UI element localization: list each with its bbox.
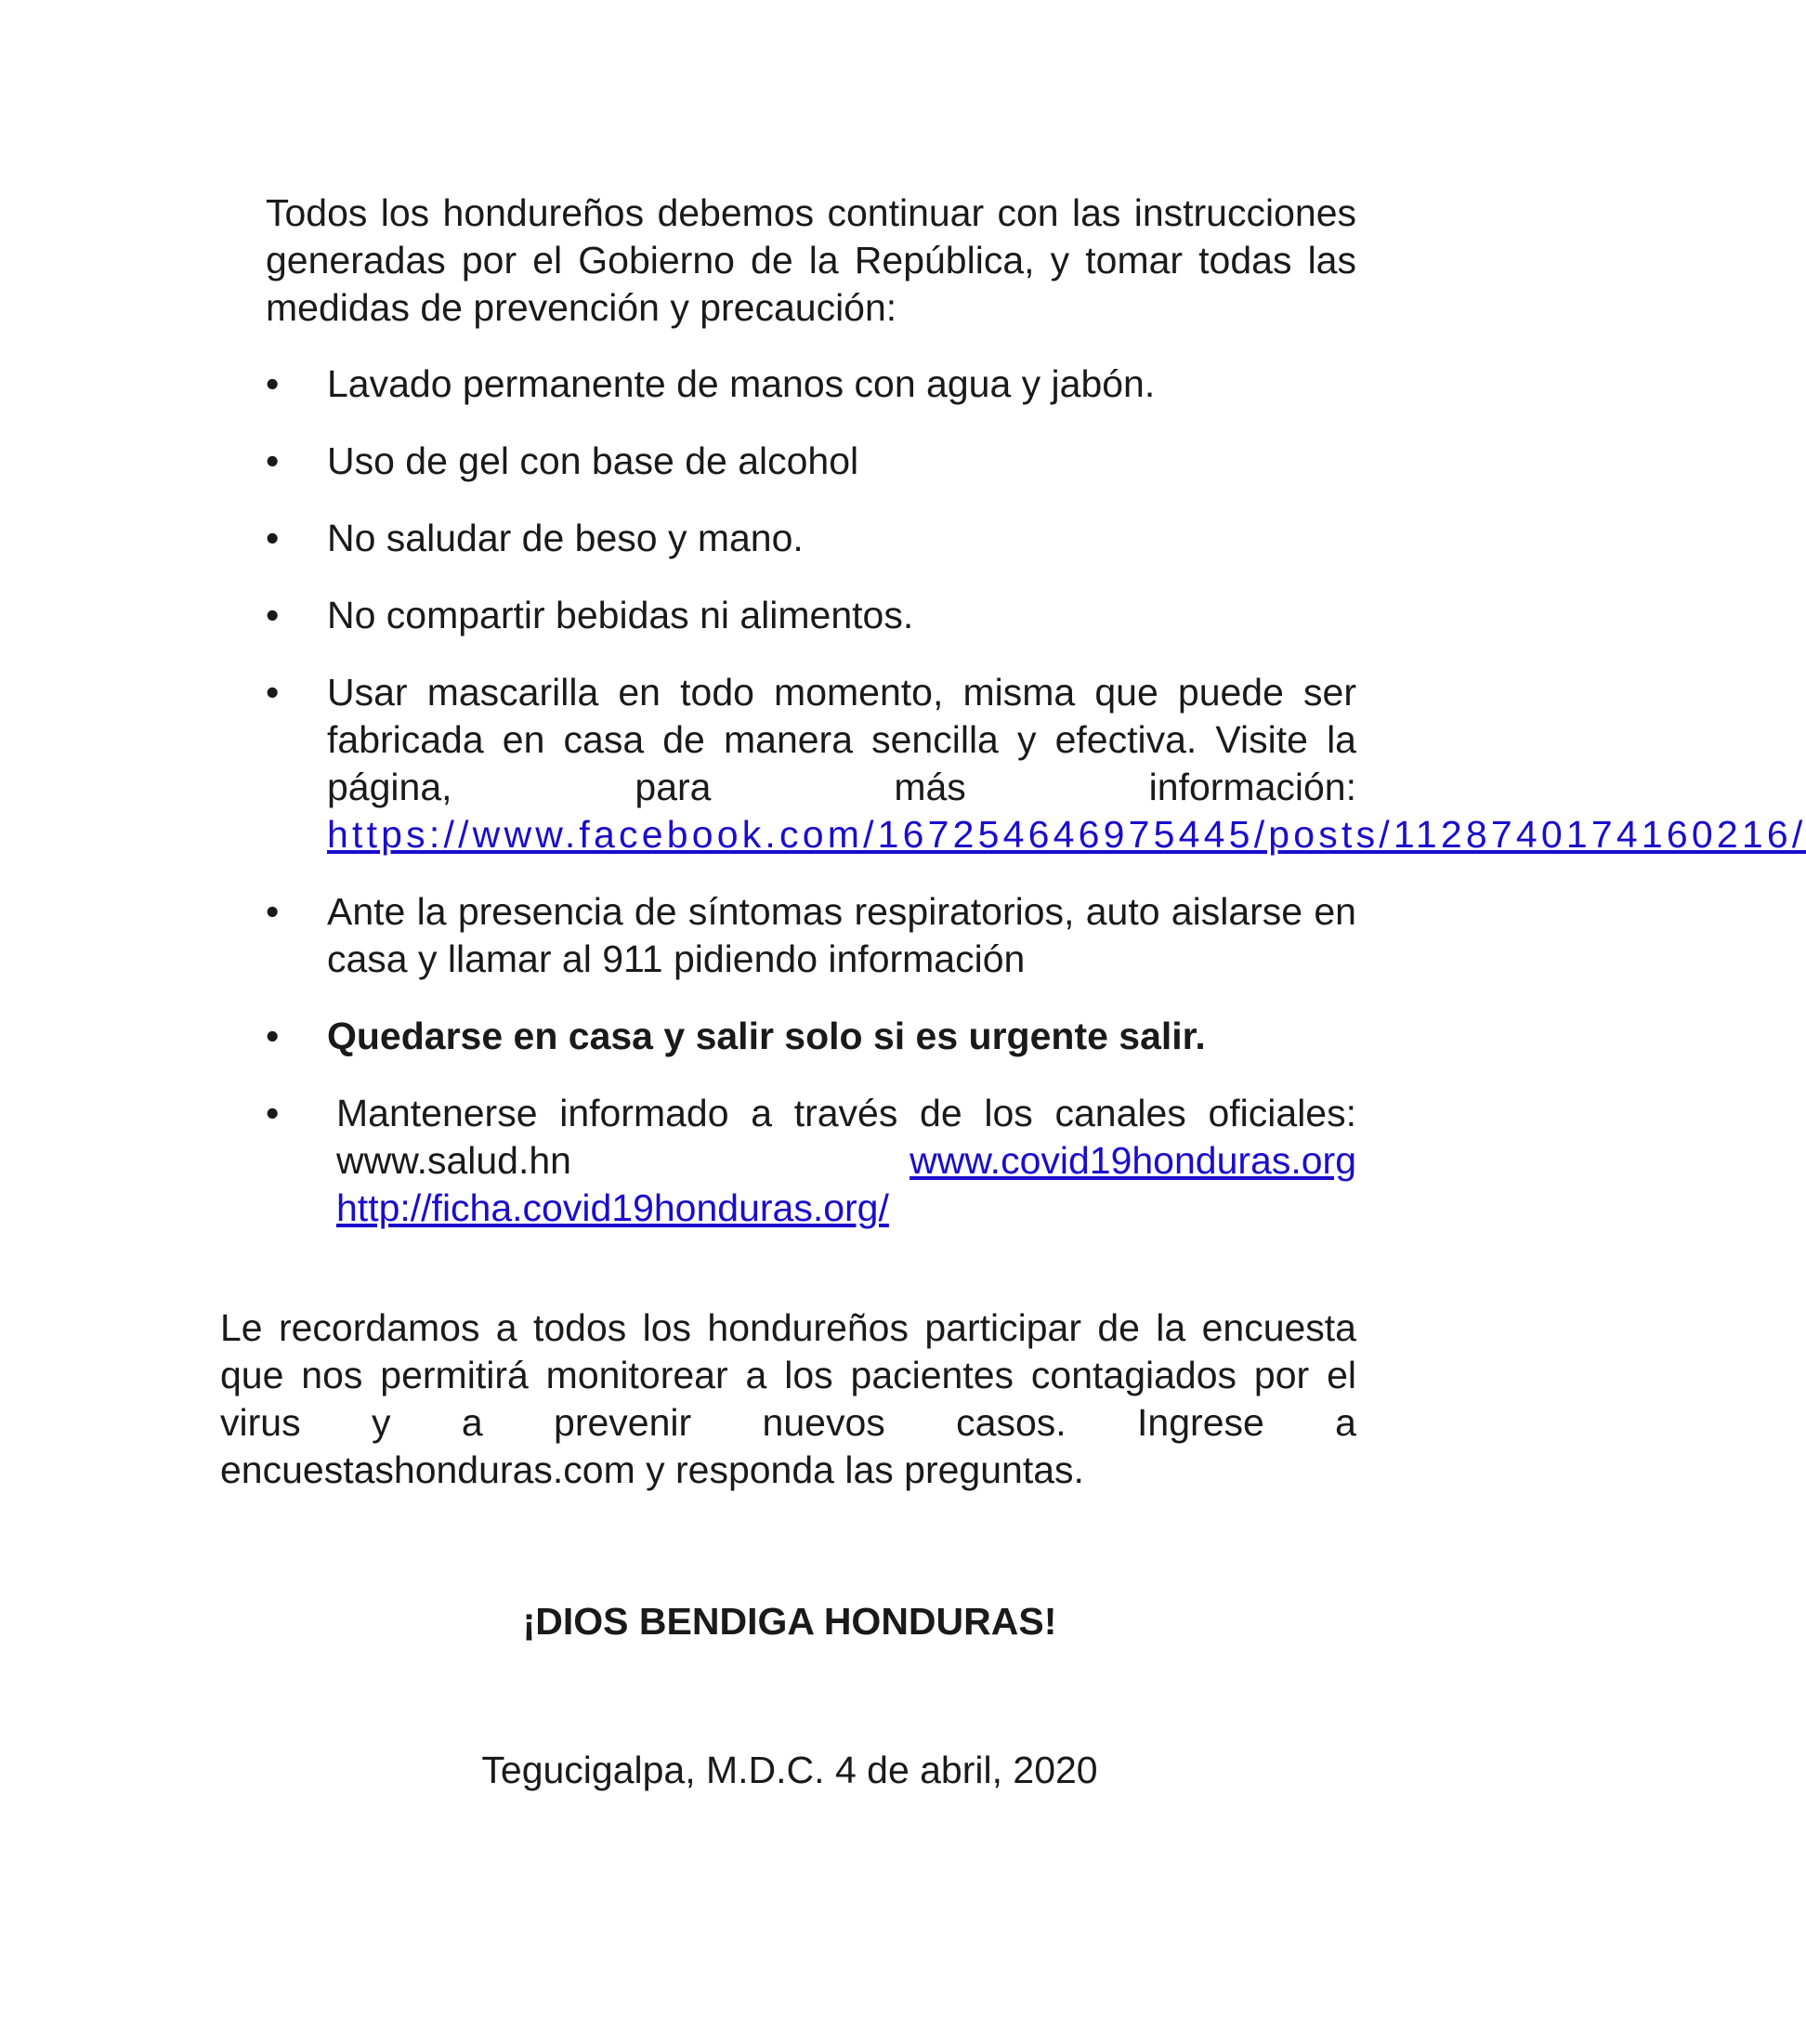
list-item bbox=[266, 1013, 1356, 1060]
list-item-text: No compartir bebidas ni alimentos. bbox=[327, 594, 914, 636]
bullet-icon: • bbox=[266, 1015, 280, 1057]
bullet-icon: • bbox=[266, 890, 280, 933]
bullet-icon: • bbox=[266, 594, 280, 636]
list-item bbox=[266, 592, 1356, 639]
list-item-text: Ante la presencia de síntomas respiratorios, auto aislarse en casa y llamar al 911 pidiendo información bbox=[327, 890, 1356, 980]
dateline: Tegucigalpa, M.D.C. 4 de abril, 2020 bbox=[481, 1749, 1098, 1791]
covid19honduras-link[interactable]: www.covid19honduras.org bbox=[910, 1139, 1356, 1182]
bullet-icon: • bbox=[266, 439, 280, 482]
list-item-text: No saludar de beso y mano. bbox=[327, 517, 804, 559]
prevention-list bbox=[266, 360, 1806, 1232]
list-item bbox=[266, 1090, 1356, 1232]
list-item-text: Lavado permanente de manos con agua y jabón. bbox=[327, 362, 1156, 405]
list-item bbox=[266, 438, 1356, 485]
list-item-text: Usar mascarilla en todo momento, misma que puede ser fabricada en casa de manera sencilla y efectiva. Visite la página, para más información: bbox=[327, 671, 1356, 808]
survey-reminder-paragraph: Le recordamos a todos los hondureños participar de la encuesta que nos permitirá monitorear a los pacientes contagiados por el virus y a prevenir nuevos casos. Ingrese a encuestashonduras.com y responda las preguntas. bbox=[220, 1306, 1356, 1491]
bullet-icon: • bbox=[266, 671, 280, 714]
intro-paragraph: Todos los hondureños debemos continuar con las instrucciones generadas por el Gobierno de la República, y tomar todas las medidas de prevención y precaución: bbox=[266, 191, 1356, 329]
list-item bbox=[266, 888, 1356, 983]
ficha-covid19honduras-link[interactable]: http://ficha.covid19honduras.org/ bbox=[336, 1186, 889, 1229]
list-item bbox=[266, 360, 1356, 408]
closing-blessing: ¡DIOS BENDIGA HONDURAS! bbox=[522, 1600, 1057, 1643]
list-item-text: Uso de gel con base de alcohol bbox=[327, 439, 859, 482]
list-item bbox=[266, 669, 1806, 858]
bullet-icon: • bbox=[266, 517, 280, 559]
list-item-text: Mantenerse informado a través de los canales oficiales: www.salud.hn bbox=[336, 1092, 1356, 1182]
facebook-post-link[interactable]: https://www.facebook.com/167254646975445/posts/1128740174160216/ bbox=[327, 813, 1806, 856]
bullet-icon: • bbox=[266, 362, 280, 405]
list-item bbox=[266, 515, 1356, 562]
list-item-text-bold: Quedarse en casa y salir solo si es urgente salir. bbox=[327, 1015, 1206, 1057]
bullet-icon: • bbox=[266, 1092, 280, 1134]
